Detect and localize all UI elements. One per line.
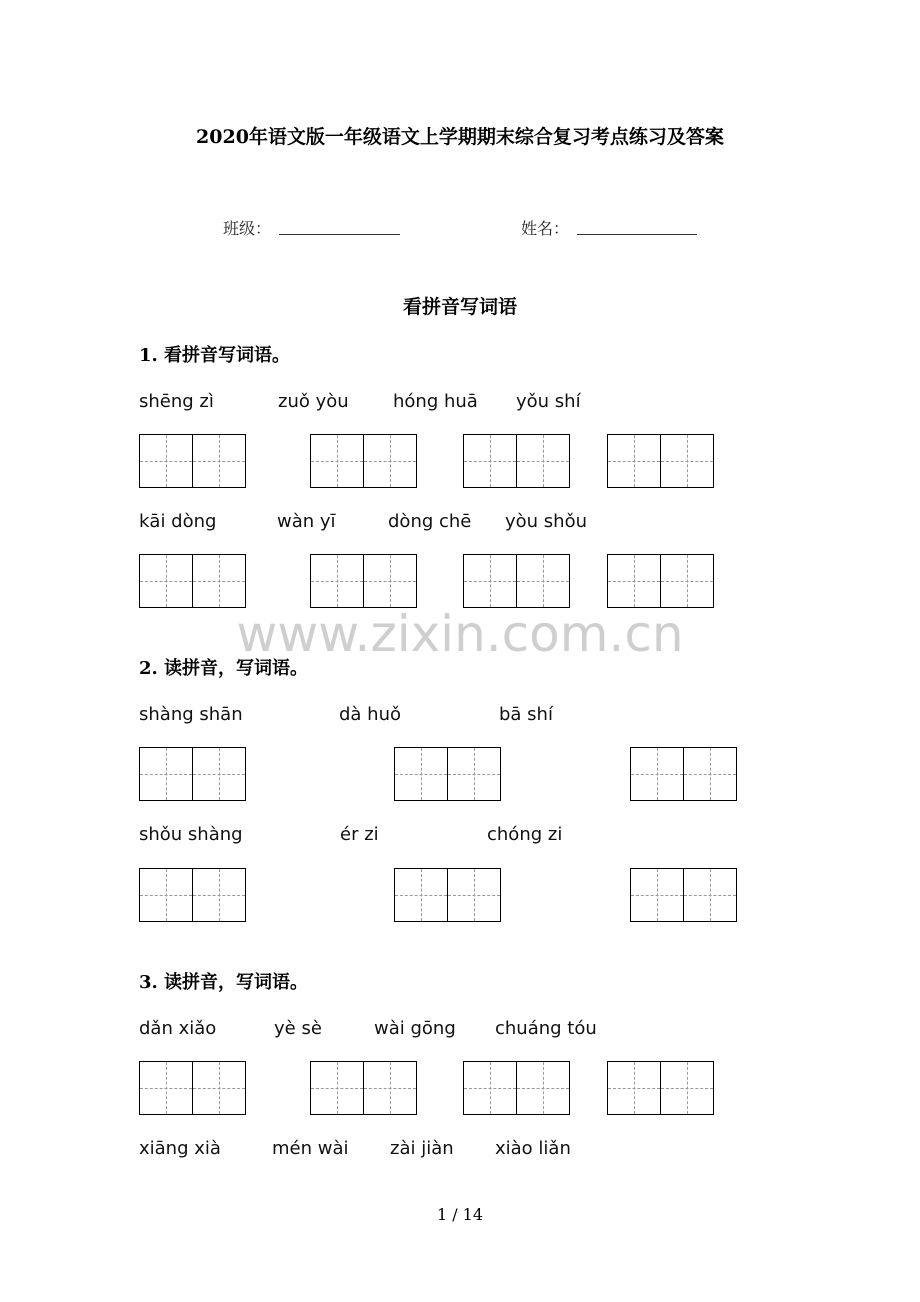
writing-box[interactable]: [310, 434, 417, 488]
pinyin: yǒu shí: [516, 391, 581, 412]
class-blank: [279, 234, 400, 235]
pinyin: dǎn xiǎo: [139, 1018, 217, 1039]
name-label: 姓名：: [521, 219, 570, 238]
writing-box[interactable]: [310, 1061, 417, 1115]
section-title: 看拼音写词语: [402, 296, 517, 318]
writing-box[interactable]: [139, 1061, 246, 1115]
pinyin: dà huǒ: [339, 704, 402, 725]
pinyin: ér zi: [340, 824, 379, 845]
watermark: www.zixin.com.cn: [236, 605, 684, 663]
writing-box[interactable]: [630, 868, 737, 922]
question-1-label: 1. 看拼音写词语。: [139, 345, 291, 366]
pinyin: wàn yī: [277, 511, 336, 532]
pinyin: xiào liǎn: [495, 1138, 571, 1159]
pinyin: shēng zì: [139, 391, 214, 412]
pinyin: dòng chē: [388, 511, 472, 532]
pinyin: wài gōng: [374, 1018, 456, 1039]
pinyin: yè sè: [274, 1018, 322, 1039]
writing-box[interactable]: [607, 1061, 714, 1115]
writing-box[interactable]: [630, 747, 737, 801]
pinyin: shàng shān: [139, 704, 243, 725]
writing-box[interactable]: [463, 554, 570, 608]
pinyin: zài jiàn: [390, 1138, 454, 1159]
pinyin: shǒu shàng: [139, 824, 243, 845]
pinyin: zuǒ yòu: [278, 391, 349, 412]
writing-box[interactable]: [463, 434, 570, 488]
writing-box[interactable]: [463, 1061, 570, 1115]
name-blank: [577, 234, 697, 235]
writing-box[interactable]: [607, 554, 714, 608]
writing-box[interactable]: [139, 868, 246, 922]
pinyin: mén wài: [272, 1138, 349, 1159]
pinyin: kāi dòng: [139, 511, 217, 532]
writing-box[interactable]: [139, 434, 246, 488]
pinyin: chóng zi: [487, 824, 563, 845]
pinyin: bā shí: [499, 704, 553, 725]
writing-box[interactable]: [139, 554, 246, 608]
document-title: 2020年语文版一年级语文上学期期末综合复习考点练习及答案: [196, 126, 724, 148]
class-label: 班级：: [223, 219, 272, 238]
writing-box[interactable]: [394, 868, 501, 922]
writing-box[interactable]: [310, 554, 417, 608]
question-3-label: 3. 读拼音，写词语。: [139, 972, 309, 993]
writing-box[interactable]: [139, 747, 246, 801]
writing-box[interactable]: [394, 747, 501, 801]
pinyin: xiāng xià: [139, 1138, 221, 1159]
writing-box[interactable]: [607, 434, 714, 488]
page-number: 1 / 14: [436, 1205, 484, 1224]
pinyin: yòu shǒu: [505, 511, 588, 532]
question-2-label: 2. 读拼音，写词语。: [139, 658, 309, 679]
pinyin: chuáng tóu: [495, 1018, 597, 1039]
pinyin: hóng huā: [393, 391, 478, 412]
